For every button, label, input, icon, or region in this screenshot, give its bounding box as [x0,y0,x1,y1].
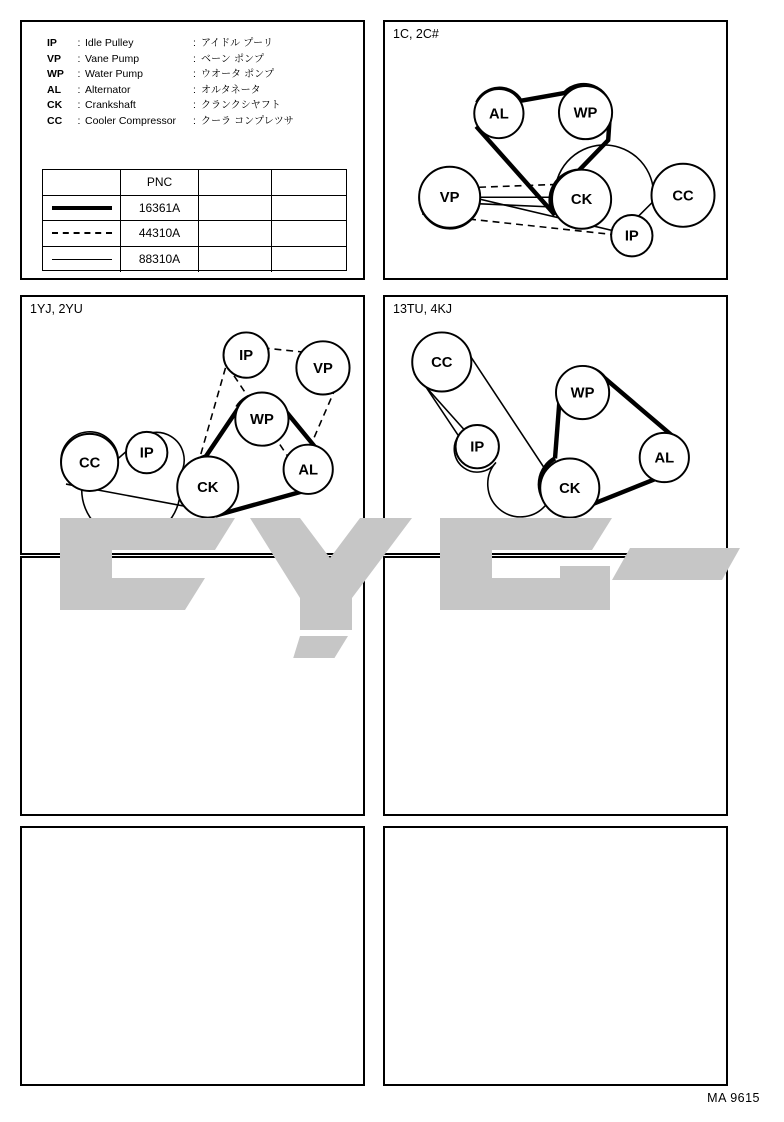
pulley-label-ip: IP [624,228,639,245]
belt-routing-panel-1c-2c [383,20,728,280]
legend-item [47,36,294,52]
legend-english: Vane Pump [85,52,140,65]
legend-english: Idle Pulley [85,37,134,49]
belt-diagram-1c-2c [385,22,726,278]
legend-separator-2: : [193,52,196,65]
pnc-header-pnc: PNC [121,170,199,195]
belt-routing-panel-1yj-2yu [20,295,365,555]
pulley-label-ck: CK [197,480,219,497]
legend-separator: : [77,52,81,65]
pnc-table [42,169,347,271]
legend-japanese: クランクシヤフト [201,100,281,111]
pnc-col3 [199,221,272,246]
legend-japanese: ベーン ポンプ [201,53,264,65]
pulley-label-ip-top: IP [239,348,254,365]
legend-japanese: クーラ コンプレツサ [201,115,294,127]
legend-separator-2: : [193,37,196,49]
pulley-label-al: AL [489,106,509,123]
legend-code: CC [47,114,63,127]
pulley-label-al: AL [298,462,319,479]
belt-diagram-13tu-4kj [385,297,726,553]
legend-separator: : [77,83,81,96]
legend-japanese: ウオータ ポンプ [201,69,275,80]
footer-page-code: MA 9615 [707,1091,760,1105]
legend-panel [20,20,365,280]
belt-routing-panel-blank-1 [20,556,365,816]
pulley-label-vp: VP [313,360,333,377]
pnc-header-col3 [199,170,272,195]
panel-title: 1C, 2C# [393,27,439,41]
belt-routing-panel-blank-4 [383,826,728,1086]
legend-english: Alternator [85,83,131,96]
legend-separator-2: : [193,83,196,96]
pnc-col3 [199,247,272,273]
legend-separator-2: : [193,114,196,127]
legend-separator: : [77,68,81,80]
pulley-label-wp: WP [570,385,595,402]
legend-code: CK [47,99,63,111]
pnc-col3 [199,196,272,221]
pnc-line-sample-thin [43,247,121,273]
legend-item [47,114,294,130]
pulley-label-cc: CC [78,455,101,472]
legend-item [47,83,294,99]
pnc-value: 44310A [121,221,199,246]
legend-separator: : [77,37,81,49]
pnc-header-line-style [43,170,121,195]
pnc-header-col4 [272,170,345,195]
pnc-line-sample-dashed [43,221,121,246]
legend-japanese: アイドル プーリ [201,38,273,49]
legend-english: Crankshaft [85,99,136,111]
legend-code: IP [47,37,57,49]
pnc-col4 [272,247,345,273]
pulley-label-ck: CK [559,481,581,497]
pulley-label-ip-left: IP [139,445,154,462]
legend-japanese: オルタネータ [201,84,261,96]
pulley-label-ck: CK [570,192,593,209]
belt-diagram-1yj-2yu [22,297,363,553]
legend-english: Cooler Compressor [85,114,177,127]
pulley-label-wp: WP [250,412,274,429]
legend-item [47,67,294,83]
panel-title: 13TU, 4KJ [393,302,453,316]
legend-english: Water Pump [85,68,143,80]
pulley-label-ip: IP [470,439,485,456]
pulley-label-vp: VP [439,190,460,207]
pnc-row [43,221,346,247]
legend-separator: : [77,114,81,127]
pnc-header-row [43,170,346,196]
pulley-label-cc: CC [431,354,453,371]
belt-routing-panel-blank-2 [383,556,728,816]
pnc-line-sample-thick [43,196,121,221]
legend-separator-2: : [193,99,196,111]
belt-routing-panel-blank-3 [20,826,365,1086]
pnc-value: 88310A [121,247,199,273]
pnc-col4 [272,221,345,246]
pulley-label-wp: WP [573,105,598,122]
pulley-label-cc: CC [672,188,694,205]
legend-list [47,36,294,129]
panel-title: 1YJ, 2YU [30,302,83,316]
legend-item [47,52,294,68]
legend-code: VP [47,52,62,65]
legend-item [47,98,294,114]
legend-separator: : [77,99,81,111]
belt-routing-panel-13tu-4kj [383,295,728,555]
pnc-row [43,247,346,273]
pnc-col4 [272,196,345,221]
legend-separator-2: : [193,68,196,80]
pulley-label-al: AL [654,450,675,467]
pnc-value: 16361A [121,196,199,221]
pnc-row [43,196,346,222]
legend-code: AL [47,83,61,96]
legend-code: WP [47,68,64,80]
